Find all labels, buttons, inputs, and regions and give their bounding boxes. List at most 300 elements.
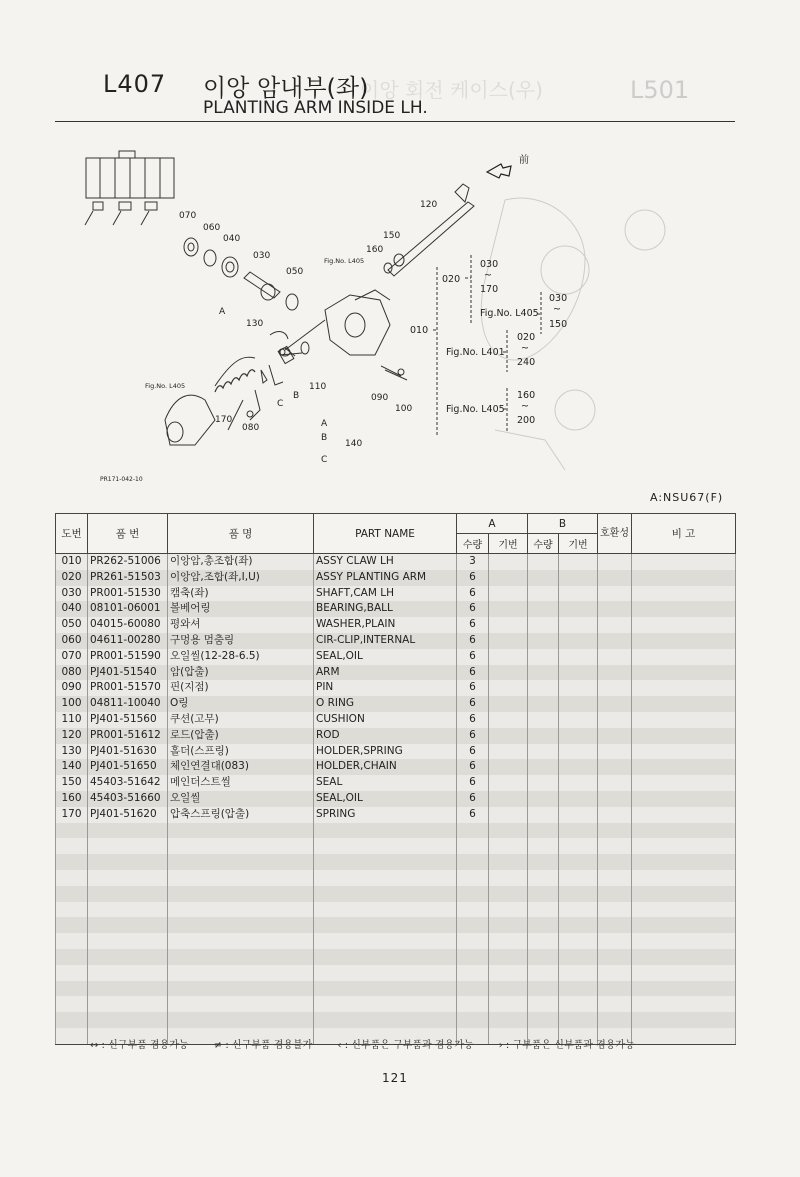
a-qty-cell bbox=[457, 933, 489, 949]
remarks-cell bbox=[632, 649, 736, 665]
a-serial-cell bbox=[489, 554, 528, 570]
b-serial-cell bbox=[559, 933, 598, 949]
ref-no-cell: 060 bbox=[56, 633, 88, 649]
a-serial-cell bbox=[489, 649, 528, 665]
remarks-cell bbox=[632, 759, 736, 775]
table-row bbox=[56, 933, 736, 949]
legend-item: ≠ : 신구부품 겸용불가 bbox=[213, 1040, 313, 1051]
a-qty-cell bbox=[457, 854, 489, 870]
part-name-cell bbox=[314, 886, 457, 902]
model-label: A:NSU67(F) bbox=[650, 491, 724, 504]
svg-text:Fig.No. L405: Fig.No. L405 bbox=[480, 308, 539, 319]
remarks-cell bbox=[632, 886, 736, 902]
name-korean-cell: 이앙암,총조합(좌) bbox=[168, 554, 314, 570]
b-serial-cell bbox=[559, 744, 598, 760]
part-no-cell: 45403-51660 bbox=[88, 791, 168, 807]
svg-text:~: ~ bbox=[553, 304, 561, 315]
a-serial-cell bbox=[489, 728, 528, 744]
table-row bbox=[56, 854, 736, 870]
part-name-cell bbox=[314, 996, 457, 1012]
remarks-cell bbox=[632, 933, 736, 949]
interchange-cell bbox=[598, 886, 632, 902]
a-qty-cell bbox=[457, 870, 489, 886]
remarks-cell bbox=[632, 902, 736, 918]
a-serial-cell bbox=[489, 823, 528, 839]
page-title-english: PLANTING ARM INSIDE LH. bbox=[203, 98, 428, 118]
interchange-cell bbox=[598, 902, 632, 918]
remarks-cell bbox=[632, 996, 736, 1012]
interchange-cell bbox=[598, 981, 632, 997]
a-serial-cell bbox=[489, 965, 528, 981]
name-korean-cell bbox=[168, 933, 314, 949]
svg-text:160: 160 bbox=[517, 390, 536, 401]
part-no-cell bbox=[88, 854, 168, 870]
svg-text:170: 170 bbox=[215, 415, 233, 425]
interchange-cell bbox=[598, 570, 632, 586]
part-name-cell bbox=[314, 917, 457, 933]
remarks-cell bbox=[632, 838, 736, 854]
b-qty-cell bbox=[528, 886, 559, 902]
part-name-cell bbox=[314, 981, 457, 997]
ref-no-cell bbox=[56, 870, 88, 886]
b-qty-cell bbox=[528, 617, 559, 633]
part-no-cell: 45403-51642 bbox=[88, 775, 168, 791]
part-name-cell: SEAL,OIL bbox=[314, 791, 457, 807]
b-qty-cell bbox=[528, 1012, 559, 1028]
a-serial-cell bbox=[489, 1012, 528, 1028]
ref-no-cell bbox=[56, 917, 88, 933]
svg-text:120: 120 bbox=[420, 200, 438, 210]
assembly-overview-icon bbox=[85, 151, 174, 225]
svg-text:Fig.No. L401: Fig.No. L401 bbox=[446, 347, 505, 358]
a-qty-cell: 6 bbox=[457, 759, 489, 775]
svg-text:150: 150 bbox=[549, 319, 568, 330]
b-serial-cell bbox=[559, 759, 598, 775]
interchange-cell bbox=[598, 744, 632, 760]
remarks-cell bbox=[632, 981, 736, 997]
part-name-cell bbox=[314, 902, 457, 918]
legend-item: ↔ : 신구부품 겸용가능 bbox=[90, 1040, 189, 1051]
svg-text:040: 040 bbox=[223, 234, 241, 244]
b-qty-cell bbox=[528, 554, 559, 570]
b-serial-cell bbox=[559, 601, 598, 617]
a-qty-cell: 6 bbox=[457, 680, 489, 696]
a-serial-cell bbox=[489, 712, 528, 728]
b-serial-cell bbox=[559, 870, 598, 886]
remarks-cell bbox=[632, 870, 736, 886]
part-no-cell: PJ401-51630 bbox=[88, 744, 168, 760]
a-qty-cell: 6 bbox=[457, 633, 489, 649]
name-korean-cell: 압축스프링(압출) bbox=[168, 807, 314, 823]
part-no-cell: 04611-00280 bbox=[88, 633, 168, 649]
interchange-cell bbox=[598, 554, 632, 570]
ref-no-cell: 150 bbox=[56, 775, 88, 791]
table-row bbox=[56, 870, 736, 886]
part-name-cell: CIR-CLIP,INTERNAL bbox=[314, 633, 457, 649]
svg-text:Fig.No. L405: Fig.No. L405 bbox=[145, 382, 186, 390]
a-serial-cell bbox=[489, 791, 528, 807]
ref-no-cell bbox=[56, 1012, 88, 1028]
remarks-cell bbox=[632, 601, 736, 617]
exploded-parts-diagram bbox=[55, 130, 735, 500]
svg-text:~: ~ bbox=[484, 270, 492, 281]
bleed-title: 이앙 회전 케이스(우) bbox=[360, 78, 543, 102]
b-serial-cell bbox=[559, 791, 598, 807]
ref-no-cell bbox=[56, 902, 88, 918]
ref-no-cell bbox=[56, 996, 88, 1012]
name-korean-cell: 오일씰 bbox=[168, 791, 314, 807]
a-serial-cell bbox=[489, 570, 528, 586]
part-no-cell bbox=[88, 886, 168, 902]
ref-no-cell bbox=[56, 933, 88, 949]
a-qty-cell: 6 bbox=[457, 775, 489, 791]
part-name-cell bbox=[314, 854, 457, 870]
name-korean-cell bbox=[168, 870, 314, 886]
part-name-cell bbox=[314, 949, 457, 965]
interchange-cell bbox=[598, 949, 632, 965]
interchange-cell bbox=[598, 712, 632, 728]
interchange-cell bbox=[598, 965, 632, 981]
ref-no-cell: 040 bbox=[56, 601, 88, 617]
part-name-cell: ASSY CLAW LH bbox=[314, 554, 457, 570]
ref-no-cell bbox=[56, 823, 88, 839]
ref-no-cell: 130 bbox=[56, 744, 88, 760]
svg-text:A: A bbox=[321, 419, 328, 429]
b-qty-cell bbox=[528, 854, 559, 870]
remarks-cell bbox=[632, 696, 736, 712]
a-serial-cell bbox=[489, 933, 528, 949]
name-korean-cell: 볼베어링 bbox=[168, 601, 314, 617]
name-korean-cell: 쿠션(고무) bbox=[168, 712, 314, 728]
table-row bbox=[56, 949, 736, 965]
svg-text:130: 130 bbox=[246, 319, 264, 329]
header-a-qty: 수량 bbox=[457, 534, 489, 554]
interchange-cell bbox=[598, 791, 632, 807]
name-korean-cell: O링 bbox=[168, 696, 314, 712]
a-qty-cell bbox=[457, 949, 489, 965]
ref-no-cell: 140 bbox=[56, 759, 88, 775]
a-qty-cell: 6 bbox=[457, 807, 489, 823]
b-qty-cell bbox=[528, 759, 559, 775]
interchange-cell bbox=[598, 917, 632, 933]
part-name-cell: BEARING,BALL bbox=[314, 601, 457, 617]
name-korean-cell bbox=[168, 949, 314, 965]
header-group-b: B bbox=[528, 514, 598, 534]
part-no-cell: PR001-51530 bbox=[88, 586, 168, 602]
parts-table bbox=[55, 513, 735, 1045]
svg-text:070: 070 bbox=[179, 211, 197, 221]
name-korean-cell bbox=[168, 1012, 314, 1028]
name-korean-cell: 홀더(스프링) bbox=[168, 744, 314, 760]
b-qty-cell bbox=[528, 775, 559, 791]
interchange-cell bbox=[598, 823, 632, 839]
b-serial-cell bbox=[559, 680, 598, 696]
part-no-cell: 04811-10040 bbox=[88, 696, 168, 712]
part-no-cell: PJ401-51650 bbox=[88, 759, 168, 775]
table-row bbox=[56, 996, 736, 1012]
part-no-cell bbox=[88, 902, 168, 918]
table-row bbox=[56, 554, 736, 570]
part-no-cell: 04015-60080 bbox=[88, 617, 168, 633]
table-row bbox=[56, 775, 736, 791]
a-qty-cell bbox=[457, 886, 489, 902]
b-qty-cell bbox=[528, 728, 559, 744]
part-no-cell: 08101-06001 bbox=[88, 601, 168, 617]
svg-text:020: 020 bbox=[442, 274, 461, 285]
a-serial-cell bbox=[489, 696, 528, 712]
table-row bbox=[56, 728, 736, 744]
interchange-cell bbox=[598, 838, 632, 854]
part-name-cell: SEAL bbox=[314, 775, 457, 791]
table-row bbox=[56, 1012, 736, 1028]
a-qty-cell bbox=[457, 902, 489, 918]
remarks-cell bbox=[632, 965, 736, 981]
table-row bbox=[56, 712, 736, 728]
b-qty-cell bbox=[528, 791, 559, 807]
table-row bbox=[56, 917, 736, 933]
a-qty-cell bbox=[457, 981, 489, 997]
part-name-cell: ASSY PLANTING ARM bbox=[314, 570, 457, 586]
b-serial-cell bbox=[559, 996, 598, 1012]
svg-text:030: 030 bbox=[549, 293, 568, 304]
remarks-cell bbox=[632, 854, 736, 870]
a-serial-cell bbox=[489, 917, 528, 933]
part-no-cell bbox=[88, 933, 168, 949]
svg-text:090: 090 bbox=[371, 393, 389, 403]
header-ref-no: 도번 bbox=[56, 514, 88, 554]
b-qty-cell bbox=[528, 570, 559, 586]
b-qty-cell bbox=[528, 633, 559, 649]
a-qty-cell: 6 bbox=[457, 712, 489, 728]
part-no-cell: PJ401-51540 bbox=[88, 665, 168, 681]
b-serial-cell bbox=[559, 554, 598, 570]
name-korean-cell bbox=[168, 886, 314, 902]
part-no-cell bbox=[88, 838, 168, 854]
part-no-cell: PR261-51503 bbox=[88, 570, 168, 586]
name-korean-cell bbox=[168, 902, 314, 918]
b-serial-cell bbox=[559, 981, 598, 997]
part-no-cell bbox=[88, 965, 168, 981]
part-name-cell: ARM bbox=[314, 665, 457, 681]
ref-no-cell: 170 bbox=[56, 807, 88, 823]
svg-text:240: 240 bbox=[517, 357, 536, 368]
header-group-a: A bbox=[457, 514, 528, 534]
a-serial-cell bbox=[489, 601, 528, 617]
part-no-cell: PR262-51006 bbox=[88, 554, 168, 570]
part-no-cell bbox=[88, 981, 168, 997]
b-serial-cell bbox=[559, 886, 598, 902]
header-interchange: 호환성 bbox=[598, 514, 632, 554]
part-name-cell: HOLDER,SPRING bbox=[314, 744, 457, 760]
part-name-cell bbox=[314, 965, 457, 981]
remarks-cell bbox=[632, 712, 736, 728]
remarks-cell bbox=[632, 617, 736, 633]
table-row bbox=[56, 649, 736, 665]
ref-no-cell: 020 bbox=[56, 570, 88, 586]
ref-no-cell bbox=[56, 949, 88, 965]
bleed-through-drawing bbox=[481, 198, 665, 470]
b-serial-cell bbox=[559, 586, 598, 602]
interchange-cell bbox=[598, 633, 632, 649]
b-serial-cell bbox=[559, 854, 598, 870]
b-serial-cell bbox=[559, 917, 598, 933]
svg-text:160: 160 bbox=[366, 245, 384, 255]
name-korean-cell bbox=[168, 854, 314, 870]
table-row bbox=[56, 838, 736, 854]
a-serial-cell bbox=[489, 775, 528, 791]
callout-labels bbox=[100, 200, 437, 483]
part-name-cell bbox=[314, 838, 457, 854]
table-row bbox=[56, 680, 736, 696]
b-qty-cell bbox=[528, 838, 559, 854]
table-row bbox=[56, 586, 736, 602]
ref-no-cell bbox=[56, 1028, 88, 1044]
a-serial-cell bbox=[489, 949, 528, 965]
header-part-no: 품 번 bbox=[88, 514, 168, 554]
header-b-qty: 수량 bbox=[528, 534, 559, 554]
name-korean-cell: 이앙암,조합(좌,I,U) bbox=[168, 570, 314, 586]
ref-no-cell: 050 bbox=[56, 617, 88, 633]
a-qty-cell bbox=[457, 917, 489, 933]
a-qty-cell: 6 bbox=[457, 744, 489, 760]
b-qty-cell bbox=[528, 712, 559, 728]
a-serial-cell bbox=[489, 586, 528, 602]
ref-no-cell: 160 bbox=[56, 791, 88, 807]
name-korean-cell: 구멍용 멈춤링 bbox=[168, 633, 314, 649]
svg-text:030: 030 bbox=[253, 251, 271, 261]
svg-text:200: 200 bbox=[517, 415, 536, 426]
svg-text:C: C bbox=[321, 455, 328, 465]
part-name-cell bbox=[314, 1012, 457, 1028]
remarks-cell bbox=[632, 570, 736, 586]
a-serial-cell bbox=[489, 981, 528, 997]
b-serial-cell bbox=[559, 712, 598, 728]
svg-text:050: 050 bbox=[286, 267, 304, 277]
b-serial-cell bbox=[559, 1012, 598, 1028]
name-korean-cell: 로드(압출) bbox=[168, 728, 314, 744]
part-name-cell: HOLDER,CHAIN bbox=[314, 759, 457, 775]
b-qty-cell bbox=[528, 870, 559, 886]
a-serial-cell bbox=[489, 838, 528, 854]
legend bbox=[90, 1036, 657, 1051]
table-row bbox=[56, 633, 736, 649]
interchange-cell bbox=[598, 933, 632, 949]
part-name-cell: SEAL,OIL bbox=[314, 649, 457, 665]
svg-text:140: 140 bbox=[345, 439, 363, 449]
name-korean-cell: 암(압출) bbox=[168, 665, 314, 681]
a-serial-cell bbox=[489, 665, 528, 681]
a-serial-cell bbox=[489, 633, 528, 649]
svg-text:110: 110 bbox=[309, 382, 327, 392]
table-row bbox=[56, 807, 736, 823]
ref-no-cell: 080 bbox=[56, 665, 88, 681]
svg-text:Fig.No. L405: Fig.No. L405 bbox=[446, 404, 505, 415]
a-qty-cell bbox=[457, 996, 489, 1012]
b-qty-cell bbox=[528, 601, 559, 617]
remarks-cell bbox=[632, 680, 736, 696]
name-korean-cell: 체인연결대(083) bbox=[168, 759, 314, 775]
a-serial-cell bbox=[489, 744, 528, 760]
b-serial-cell bbox=[559, 965, 598, 981]
a-serial-cell bbox=[489, 617, 528, 633]
b-qty-cell bbox=[528, 680, 559, 696]
table-row bbox=[56, 570, 736, 586]
interchange-cell bbox=[598, 759, 632, 775]
legend-item: ‹ : 신부품은 구부품과 겸용가능 bbox=[337, 1040, 474, 1051]
part-no-cell bbox=[88, 1012, 168, 1028]
table-row bbox=[56, 981, 736, 997]
ref-no-cell bbox=[56, 854, 88, 870]
svg-text:060: 060 bbox=[203, 223, 221, 233]
b-serial-cell bbox=[559, 696, 598, 712]
table-row bbox=[56, 886, 736, 902]
ref-no-cell: 100 bbox=[56, 696, 88, 712]
header-name-korean: 품 명 bbox=[168, 514, 314, 554]
name-korean-cell bbox=[168, 838, 314, 854]
part-no-cell bbox=[88, 870, 168, 886]
a-qty-cell: 6 bbox=[457, 617, 489, 633]
b-serial-cell bbox=[559, 570, 598, 586]
a-serial-cell bbox=[489, 902, 528, 918]
remarks-cell bbox=[632, 586, 736, 602]
svg-text:前: 前 bbox=[519, 155, 529, 166]
remarks-cell bbox=[632, 665, 736, 681]
svg-text:100: 100 bbox=[395, 404, 413, 414]
a-qty-cell: 6 bbox=[457, 586, 489, 602]
remarks-cell bbox=[632, 728, 736, 744]
interchange-cell bbox=[598, 680, 632, 696]
interchange-cell bbox=[598, 601, 632, 617]
b-serial-cell bbox=[559, 807, 598, 823]
interchange-cell bbox=[598, 728, 632, 744]
interchange-cell bbox=[598, 617, 632, 633]
table-row bbox=[56, 601, 736, 617]
ref-no-cell: 070 bbox=[56, 649, 88, 665]
ref-no-cell bbox=[56, 981, 88, 997]
name-korean-cell bbox=[168, 917, 314, 933]
name-korean-cell: 핀(지점) bbox=[168, 680, 314, 696]
remarks-cell bbox=[632, 1012, 736, 1028]
table-row bbox=[56, 617, 736, 633]
table-row bbox=[56, 759, 736, 775]
b-serial-cell bbox=[559, 665, 598, 681]
b-qty-cell bbox=[528, 586, 559, 602]
table-row bbox=[56, 902, 736, 918]
remarks-cell bbox=[632, 917, 736, 933]
bleed-code: L501 bbox=[630, 76, 690, 104]
table-row bbox=[56, 791, 736, 807]
svg-text:Fig.No. L405: Fig.No. L405 bbox=[324, 257, 365, 265]
a-qty-cell bbox=[457, 838, 489, 854]
interchange-cell bbox=[598, 665, 632, 681]
header-b-serial: 기번 bbox=[559, 534, 598, 554]
a-qty-cell: 6 bbox=[457, 570, 489, 586]
part-name-cell: PIN bbox=[314, 680, 457, 696]
a-qty-cell bbox=[457, 1012, 489, 1028]
interchange-cell bbox=[598, 996, 632, 1012]
a-serial-cell bbox=[489, 996, 528, 1012]
name-korean-cell bbox=[168, 823, 314, 839]
header-remarks: 비 고 bbox=[632, 514, 736, 554]
a-qty-cell: 6 bbox=[457, 665, 489, 681]
page-title-korean: 이앙 암내부(좌) bbox=[203, 74, 369, 102]
table-row bbox=[56, 823, 736, 839]
header-part-name: PART NAME bbox=[314, 514, 457, 554]
part-name-cell: WASHER,PLAIN bbox=[314, 617, 457, 633]
a-serial-cell bbox=[489, 870, 528, 886]
svg-text:B: B bbox=[321, 433, 328, 443]
b-serial-cell bbox=[559, 728, 598, 744]
